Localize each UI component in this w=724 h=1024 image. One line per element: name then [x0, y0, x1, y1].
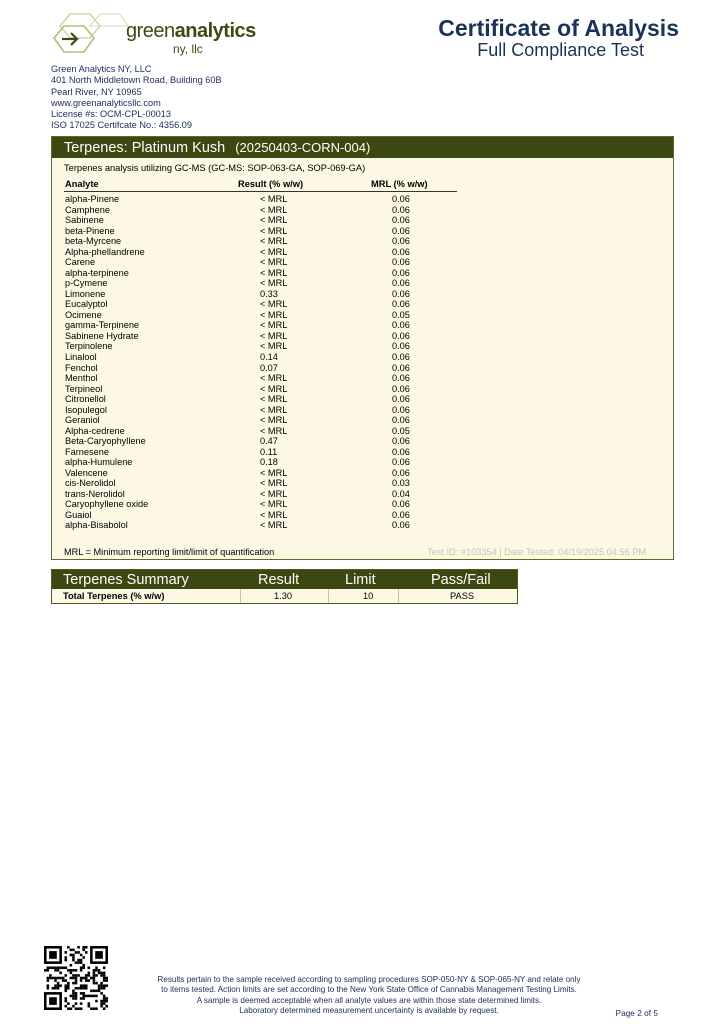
- summary-divider: [240, 589, 241, 603]
- lab-address: 401 North Middletown Road, Building 60B: [51, 75, 222, 86]
- analyte-mrl: 0.06: [392, 320, 410, 331]
- analyte-mrl: 0.06: [392, 436, 410, 447]
- analyte-result: 0.11: [260, 446, 278, 457]
- summary-header: [52, 570, 517, 589]
- disclaimer-line: Results pertain to the sample received according to sampling procedures SOP-050-NY & SOP-065-NY and relate only: [157, 975, 581, 984]
- analyte-name: gamma-Terpinene: [65, 320, 140, 331]
- analyte-name: Farnesene: [65, 446, 109, 457]
- analyte-mrl: 0.06: [392, 257, 410, 268]
- table-row: [64, 415, 457, 426]
- analyte-mrl: 0.06: [392, 383, 410, 394]
- analyte-result: < MRL: [260, 320, 288, 331]
- analyte-result: < MRL: [260, 246, 288, 257]
- summary-total-label: Total Terpenes (% w/w): [63, 591, 165, 601]
- table-row: [64, 310, 457, 321]
- table-row: [64, 215, 457, 226]
- table-row: [64, 205, 457, 216]
- analyte-name: alpha-terpinene: [65, 267, 129, 278]
- page-number: Page 2 of 5: [615, 1008, 658, 1018]
- analyte-name: p-Cymene: [65, 278, 108, 289]
- analyte-name: Ocimene: [65, 309, 102, 320]
- analyte-result: < MRL: [260, 467, 288, 478]
- analyte-result: < MRL: [260, 415, 288, 426]
- lab-city: Pearl River, NY 10965: [51, 86, 142, 97]
- test-id: Test ID: #103354 | Date Tested: 04/19/2025 04:56 PM: [427, 547, 646, 557]
- analyte-name: Beta-Caryophyllene: [65, 436, 146, 447]
- analyte-result: < MRL: [260, 309, 288, 320]
- table-row: [64, 257, 457, 268]
- table-row: [64, 447, 457, 458]
- analyte-result: 0.14: [260, 351, 278, 362]
- analyte-name: Guaiol: [65, 509, 92, 520]
- terpenes-title: Terpenes: Platinum Kush: [64, 139, 226, 156]
- summary-row: [52, 589, 517, 603]
- analyte-mrl: 0.06: [392, 362, 410, 373]
- analyte-name: Linalool: [65, 351, 97, 362]
- lab-license: License #s: OCM-CPL-00013: [51, 109, 172, 120]
- analyte-result: 0.47: [260, 436, 278, 447]
- table-row: [64, 499, 457, 510]
- analyte-mrl: 0.06: [392, 299, 410, 310]
- summary-total-passfail: PASS: [450, 591, 475, 601]
- disclaimer-line: A sample is deemed acceptable when all analyte values are within those state determined limits.: [196, 995, 542, 1005]
- analyte-mrl: 0.06: [392, 225, 410, 236]
- terpenes-rows: [64, 194, 457, 531]
- analyte-mrl: 0.06: [392, 415, 410, 426]
- table-row: [64, 457, 457, 468]
- analyte-mrl: 0.06: [392, 267, 410, 278]
- table-row: [64, 194, 457, 205]
- qr-code-icon[interactable]: [44, 946, 108, 1010]
- analyte-result: < MRL: [260, 278, 288, 289]
- analyte-name: Eucalyptol: [65, 299, 108, 310]
- analyte-result: < MRL: [260, 204, 288, 215]
- analyte-result: < MRL: [260, 341, 288, 352]
- lab-iso: ISO 17025 Certifcate No.: 4356.09: [51, 120, 192, 131]
- disclaimer: [112, 975, 626, 1016]
- analyte-result: < MRL: [260, 330, 288, 341]
- analyte-name: Camphene: [65, 204, 110, 215]
- col-result: Result (% w/w): [238, 179, 304, 189]
- analyte-result: < MRL: [260, 236, 288, 247]
- table-row: [64, 373, 457, 384]
- table-row: [64, 510, 457, 521]
- summary-col-name: Terpenes Summary: [63, 572, 189, 588]
- analyte-name: Limonene: [65, 288, 106, 299]
- analyte-result: < MRL: [260, 509, 288, 520]
- table-row: [64, 468, 457, 479]
- analyte-mrl: 0.06: [392, 404, 410, 415]
- brand-name: greenanalytics: [126, 20, 256, 42]
- analyte-result: < MRL: [260, 299, 288, 310]
- summary-col-passfail: Pass/Fail: [431, 572, 491, 588]
- analyte-result: < MRL: [260, 383, 288, 394]
- analyte-mrl: 0.06: [392, 373, 410, 384]
- summary-col-result: Result: [258, 572, 300, 588]
- table-row: [64, 320, 457, 331]
- table-row: [64, 247, 457, 258]
- analyte-result: < MRL: [260, 373, 288, 384]
- table-row: [64, 384, 457, 395]
- analyte-mrl: 0.04: [392, 488, 410, 499]
- table-row: [64, 289, 457, 300]
- analyte-name: cis-Nerolidol: [65, 478, 116, 489]
- analyte-mrl: 0.06: [392, 278, 410, 289]
- analyte-name: Alpha-cedrene: [65, 425, 125, 436]
- analyte-mrl: 0.06: [392, 509, 410, 520]
- analyte-result: < MRL: [260, 194, 288, 204]
- table-row: [64, 394, 457, 405]
- analyte-result: < MRL: [260, 394, 288, 405]
- analyte-name: alpha-Pinene: [65, 194, 120, 204]
- summary-divider: [398, 589, 399, 603]
- analyte-mrl: 0.06: [392, 288, 410, 299]
- analyte-mrl: 0.03: [392, 478, 410, 489]
- analyte-mrl: 0.06: [392, 194, 410, 204]
- table-row: [64, 426, 457, 437]
- brand-sub: ny, llc: [173, 42, 203, 56]
- analyte-name: alpha-Bisabolol: [65, 520, 128, 531]
- analyte-name: beta-Myrcene: [65, 236, 122, 247]
- analyte-mrl: 0.05: [392, 309, 410, 320]
- mrl-note: MRL = Minimum reporting limit/limit of quantification: [64, 547, 275, 557]
- summary-col-limit: Limit: [345, 572, 376, 588]
- table-row: [64, 478, 457, 489]
- table-row: [64, 278, 457, 289]
- analyte-result: 0.33: [260, 288, 278, 299]
- analyte-mrl: 0.06: [392, 446, 410, 457]
- terpenes-panel: [51, 136, 674, 560]
- analyte-name: Caryophyllene oxide: [65, 499, 149, 510]
- analyte-result: < MRL: [260, 488, 288, 499]
- table-row: [64, 299, 457, 310]
- analyte-name: Isopulegol: [65, 404, 107, 415]
- analyte-result: 0.18: [260, 457, 278, 468]
- table-row: [64, 341, 457, 352]
- table-row: [64, 363, 457, 374]
- analyte-name: Citronellol: [65, 394, 106, 405]
- disclaimer-line: Laboratory determined measurement uncertainty is available by request.: [239, 1005, 499, 1015]
- analyte-name: Terpinolene: [65, 341, 113, 352]
- disclaimer-line: to items tested. Action limits are set according to the New York State Office of Cannabis Management Testing Limits.: [161, 985, 577, 995]
- analyte-mrl: 0.06: [392, 341, 410, 352]
- analyte-result: < MRL: [260, 215, 288, 226]
- analyte-name: Valencene: [65, 467, 108, 478]
- hexagon-arrow-icon: [50, 8, 130, 60]
- analyte-result: < MRL: [260, 225, 288, 236]
- sample-id: (20250403-CORN-004): [235, 140, 371, 155]
- lab-name: Green Analytics NY, LLC: [51, 64, 152, 74]
- terpenes-panel-header: [52, 137, 673, 158]
- lab-website[interactable]: www.greenanalyticsllc.com: [51, 97, 161, 108]
- analyte-name: Menthol: [65, 373, 98, 384]
- analyte-result: < MRL: [260, 499, 288, 510]
- analyte-mrl: 0.06: [392, 394, 410, 405]
- table-row: [64, 520, 457, 531]
- analyte-name: Sabinene: [65, 215, 104, 226]
- summary-divider: [328, 589, 329, 603]
- page-subtitle: Full Compliance Test: [477, 40, 644, 60]
- analyte-mrl: 0.06: [392, 351, 410, 362]
- table-row: [64, 268, 457, 279]
- analyte-mrl: 0.06: [392, 204, 410, 215]
- analyte-mrl: 0.06: [392, 520, 410, 531]
- analyte-mrl: 0.06: [392, 330, 410, 341]
- company-logo: [50, 8, 256, 60]
- table-row: [64, 331, 457, 342]
- analyte-name: Geraniol: [65, 415, 100, 426]
- analyte-result: < MRL: [260, 425, 288, 436]
- analyte-mrl: 0.06: [392, 236, 410, 247]
- terpenes-summary-table: [51, 569, 518, 604]
- analyte-mrl: 0.06: [392, 215, 410, 226]
- analyte-result: < MRL: [260, 257, 288, 268]
- col-mrl: MRL (% w/w): [371, 179, 428, 189]
- analyte-result: 0.07: [260, 362, 278, 373]
- col-analyte: Analyte: [65, 179, 99, 189]
- table-row: [64, 405, 457, 416]
- terpenes-column-header: [64, 178, 457, 192]
- analyte-mrl: 0.06: [392, 499, 410, 510]
- analyte-name: beta-Pinene: [65, 225, 115, 236]
- page-title: Certificate of Analysis: [438, 15, 679, 41]
- table-row: [64, 352, 457, 363]
- analyte-name: Terpineol: [65, 383, 103, 394]
- analyte-result: < MRL: [260, 478, 288, 489]
- analyte-mrl: 0.06: [392, 467, 410, 478]
- summary-total-result: 1.30: [274, 591, 293, 601]
- table-row: [64, 226, 457, 237]
- table-row: [64, 436, 457, 447]
- analyte-result: < MRL: [260, 267, 288, 278]
- analyte-name: Carene: [65, 257, 96, 268]
- analyte-mrl: 0.06: [392, 246, 410, 257]
- analyte-result: < MRL: [260, 520, 288, 531]
- lab-info: [51, 64, 222, 132]
- analyte-mrl: 0.05: [392, 425, 410, 436]
- table-row: [64, 236, 457, 247]
- analyte-result: < MRL: [260, 404, 288, 415]
- analyte-name: alpha-Humulene: [65, 457, 133, 468]
- analyte-name: Fenchol: [65, 362, 98, 373]
- method-text: Terpenes analysis utilizing GC-MS (GC-MS: SOP-063-GA, SOP-069-GA): [64, 163, 366, 173]
- table-row: [64, 489, 457, 500]
- analyte-mrl: 0.06: [392, 457, 410, 468]
- analyte-name: Alpha-phellandrene: [65, 246, 145, 257]
- analyte-name: trans-Nerolidol: [65, 488, 125, 499]
- summary-total-limit: 10: [363, 591, 374, 601]
- analyte-name: Sabinene Hydrate: [65, 330, 139, 341]
